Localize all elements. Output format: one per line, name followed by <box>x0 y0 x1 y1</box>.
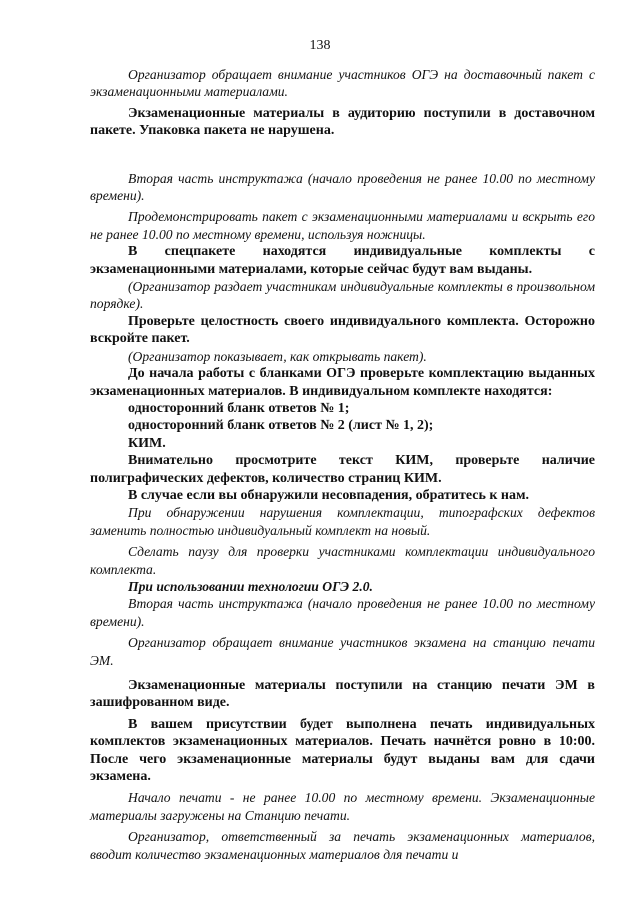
page-number: 138 <box>309 38 331 53</box>
spoken-paragraph: В спецпакете находятся индивидуальные комплекты с экзаменационными материалами, которые сейчас будут вам выданы. <box>90 244 595 277</box>
spoken-paragraph: В вашем присутствии будет выполнена печать индивидуальных комплектов экзаменационных материалов. Печать начнётся ровно в 10:00. После чего экзаменационные материалы будут выданы вам для сдачи экзамена. <box>90 716 595 785</box>
spoken-list-item: КИМ. <box>128 435 166 451</box>
page-content <box>90 66 595 863</box>
section-heading: При использовании технологии ОГЭ 2.0. <box>128 578 373 594</box>
spoken-list-item: односторонний бланк ответов № 2 (лист № 1, 2); <box>128 418 434 434</box>
spoken-paragraph: Экзаменационные материалы в аудиторию поступили в доставочном пакете. Упаковка пакета не нарушена. <box>90 105 595 139</box>
spoken-paragraph: Экзаменационные материалы поступили на станцию печати ЭМ в зашифрованном виде. <box>90 678 595 711</box>
instruction-paragraph: (Организатор показывает, как открывать пакет). <box>128 348 427 364</box>
spoken-paragraph: До начала работы с бланками ОГЭ проверьте комплектацию выданных экзаменационных материалов. В индивидуальном комплекте находятся: <box>90 366 595 399</box>
instruction-paragraph: Сделать паузу для проверки участниками комплектации индивидуального комплекта. <box>90 544 595 577</box>
spoken-paragraph: Внимательно просмотрите текст КИМ, проверьте наличие полиграфических дефектов, количество страниц КИМ. <box>90 453 595 486</box>
instruction-paragraph: Организатор, ответственный за печать экзаменационных материалов, вводит количество экзаменационных материалов для печати и <box>90 829 595 862</box>
instruction-paragraph: (Организатор раздает участникам индивидуальные комплекты в произвольном порядке). <box>90 279 595 312</box>
spoken-list-item: односторонний бланк ответов № 1; <box>128 400 350 416</box>
instruction-paragraph: Вторая часть инструктажа (начало проведения не ранее 10.00 по местному времени). <box>90 596 595 629</box>
instruction-paragraph: При обнаружении нарушения комплектации, типографских дефектов заменить полностью индивидуальный комплект на новый. <box>90 505 595 538</box>
spoken-paragraph: В случае если вы обнаружили несовпадения, обратитесь к нам. <box>128 487 530 503</box>
instruction-paragraph: Продемонстрировать пакет с экзаменационными материалами и вскрыть его не ранее 10.00 по местному времени, используя ножницы. <box>90 209 595 242</box>
spoken-paragraph: Проверьте целостность своего индивидуального комплекта. Осторожно вскройте пакет. <box>90 313 595 347</box>
instruction-paragraph: Начало печати - не ранее 10.00 по местному времени. Экзаменационные материалы загружены на Станцию печати. <box>90 790 595 823</box>
instruction-paragraph: Вторая часть инструктажа (начало проведения не ранее 10.00 по местному времени). <box>90 170 595 204</box>
instruction-paragraph: Организатор обращает внимание участников экзамена на станцию печати ЭМ. <box>90 635 595 668</box>
instruction-paragraph: Организатор обращает внимание участников ОГЭ на доставочный пакет с экзаменационными материалами. <box>90 67 595 100</box>
